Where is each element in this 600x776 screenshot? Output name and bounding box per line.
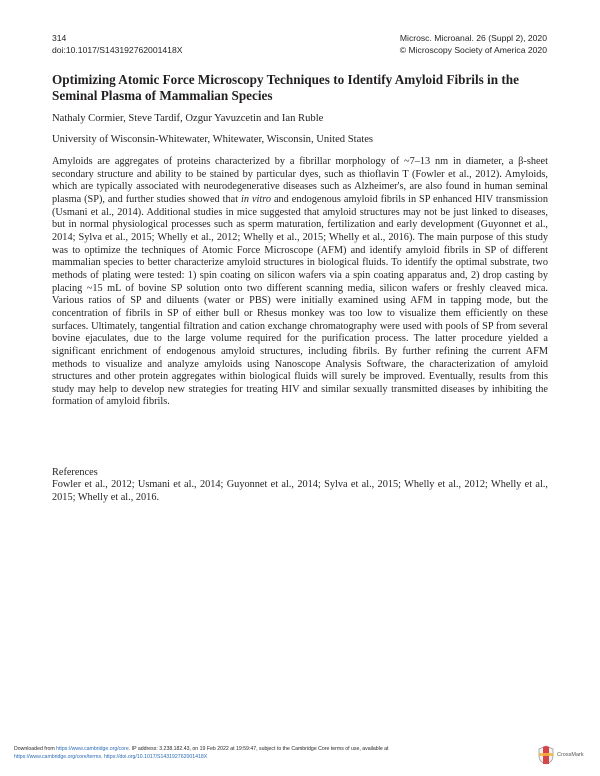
author-list: Nathaly Cormier, Steve Tardif, Ozgur Yavuzcetin and Ian Ruble [52, 113, 324, 124]
doi: doi:10.1017/S143192762001418X [52, 44, 183, 55]
copyright: © Microscopy Society of America 2020 [399, 44, 547, 55]
doi-link[interactable]: https://doi.org/10.1017/S143192762001418X [103, 754, 208, 760]
cambridge-core-link[interactable]: https://www.cambridge.org/core [56, 746, 129, 752]
page-number: 314 [52, 33, 67, 43]
abstract-italic: in vitro [241, 193, 272, 205]
running-header-right [400, 33, 547, 56]
download-footer [14, 745, 494, 761]
crossmark-badge[interactable] [538, 744, 590, 766]
crossmark-label: CrossMark [557, 752, 584, 758]
footer-line-1 [14, 745, 494, 753]
crossmark-icon [538, 745, 554, 765]
footer-suffix: . IP address: 3.238.182.43, on 19 Feb 2022 at 19:59:47, subject to the Cambridge Core terms of use, available at [128, 746, 389, 752]
references-list: Fowler et al., 2012; Usmani et al., 2014; Guyonnet et al., 2014; Sylva et al., 2015; Whelly et al., 2012; Whelly et al., 2015; Whelly et al., 2016. [52, 479, 548, 503]
abstract-body [52, 156, 548, 409]
article-title: Optimizing Atomic Force Microscopy Techniques to Identify Amyloid Fibrils in the Seminal Plasma of Mammalian Species [52, 72, 519, 103]
running-header-left [52, 33, 182, 56]
terms-link[interactable]: https://www.cambridge.org/core/terms [14, 754, 102, 760]
affiliation: University of Wisconsin-Whitewater, Whitewater, Wisconsin, United States [52, 134, 374, 145]
abstract-text-2: and endogenous amyloid fibrils in SP enhanced HIV transmission (Usmani et al., 2014). Additional studies in mice suggested that amyloid structures may not be just linked to diseases, but in normal physiological processes such as sperm maturation, fertilization and early development (Guyonnet et al., 2014; Sylva et al., 2015; Whelly et al., 2012; Whelly et al., 2015; Whelly et al., 2016). The main purpose of this study was to optimize the techniques of Atomic Force Microscope (AFM) and identify amyloid fibrils in SP of different mammalian species to better characterize amyloid structures in biological fluids. To identify the optimal substrate, two methods of plating were tested: 1) spin coating on silicon wafers via a spin coating apparatus and, 2) drop casting by placing ~15 mL of bovine SP solution onto two different scanning media, silicon wafers or freshly cleaved mica. Various ratios of SP and diluents (water or PBS) were initially examined using AFM in tapping mode, but the concentration of fibrils in SP of either bull or Rhesus monkey was too low to visualize them efficiently on these surfaces. Ultimately, tangential filtration and cation exchange chromatography were used with pools of SP from several bovine ejaculates, due to the large volume required for the purification process. The latter procedure yielded a significant enrichment of endogenous amyloid structures, including fibrils. By further refining the current AFM methods to visualize and analyze amyloids using Nanoscope Analysis Software, the characterization of amyloid structures and other protein aggregates within biological fluids will surely be improved. Eventually, results from this study may help to develop new strategies for treating HIV and similar sexually transmitted diseases by inhibiting the formation of amyloid fibrils. [52, 193, 548, 408]
footer-line-2 [14, 753, 494, 761]
footer-separator: . [101, 754, 104, 760]
journal-citation: Microsc. Microanal. 26 (Suppl 2), 2020 [399, 33, 547, 43]
footer-prefix: Downloaded from [14, 746, 57, 752]
references-heading: References [52, 467, 98, 478]
abstract-text-1: Amyloids are aggregates of proteins characterized by a fibrillar morphology of ~7–13 nm in diameter, a β-sheet secondary structure and ability to be stained by particular dyes, such as thioflavin T (Fowler et al., 2012). Amyloids, which are typically associated with neurodegenerative diseases such as Alzheimer's, are also found in human seminal plasma (SP), and further studies showed that [52, 156, 548, 205]
